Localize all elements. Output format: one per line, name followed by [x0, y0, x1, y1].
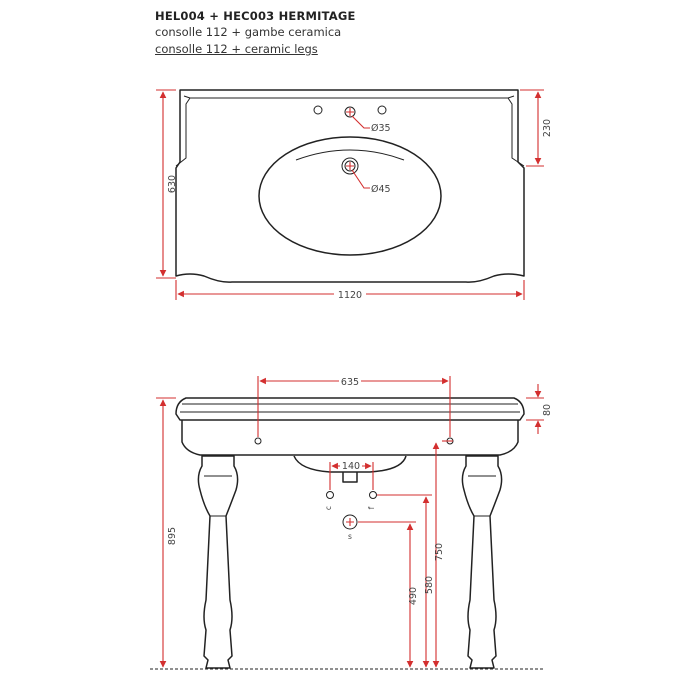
hot-label: f [367, 506, 376, 510]
bowl-outer [259, 137, 441, 255]
dim-490-label: 490 [408, 586, 419, 606]
front-view [150, 375, 553, 669]
drain-label: Ø45 [371, 184, 391, 195]
dim-895-label: 895 [167, 526, 178, 546]
fixing-hole-left [255, 438, 261, 444]
waste-label: s [348, 532, 352, 541]
basin-top-outline [176, 90, 524, 282]
tap-hole-right [378, 106, 386, 114]
left-leg [198, 456, 237, 668]
cold-supply-point [327, 492, 334, 499]
tap-hole-cross [346, 108, 354, 116]
outlet [343, 472, 357, 482]
console-slab [176, 398, 524, 420]
dim-80-label: 80 [542, 403, 553, 417]
hot-supply-point [370, 492, 377, 499]
subtitle-english: consolle 112 + ceramic legs [155, 42, 318, 56]
tap-hole-left [314, 106, 322, 114]
tap-hole-label: Ø35 [371, 123, 391, 134]
dim-635-label: 635 [340, 377, 360, 388]
product-title: HEL004 + HEC003 HERMITAGE [155, 9, 356, 23]
dim-630-label: 630 [167, 174, 178, 194]
dim-1120-label: 1120 [337, 290, 363, 301]
console-apron [182, 420, 518, 455]
dim-580-label: 580 [424, 575, 435, 595]
waste-cross [346, 518, 354, 526]
dim-750-label: 750 [434, 542, 445, 562]
dim-230-label: 230 [542, 118, 553, 138]
dim-140-label: 140 [341, 461, 361, 472]
right-leg [462, 456, 501, 668]
top-view [156, 90, 553, 301]
drain-cross [346, 162, 354, 170]
tap-leader [352, 116, 370, 128]
cold-label: c [324, 505, 333, 511]
subtitle-italian: consolle 112 + gambe ceramica [155, 25, 342, 39]
